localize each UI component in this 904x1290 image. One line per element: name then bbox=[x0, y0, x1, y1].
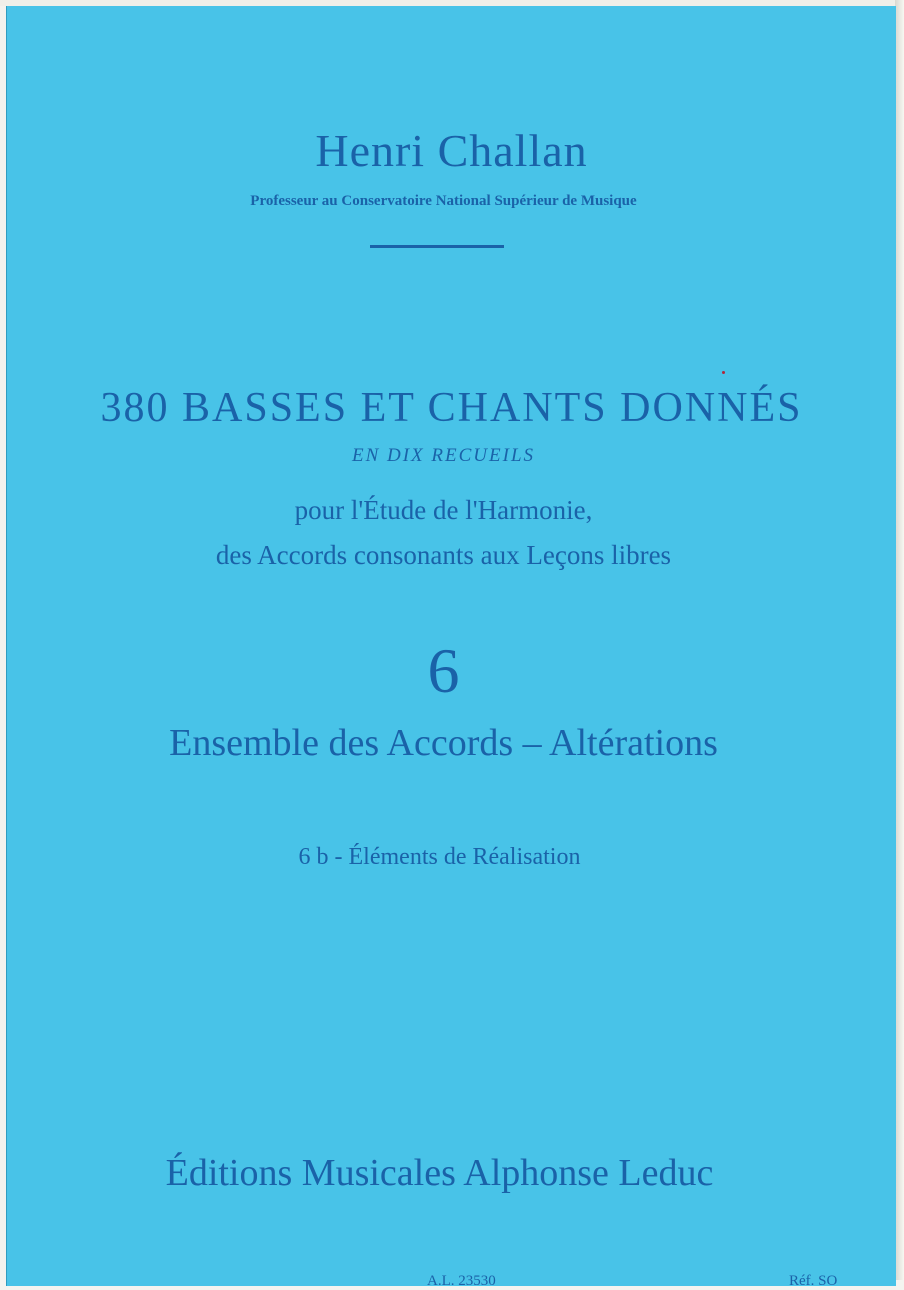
catalog-number: A.L. 23530 bbox=[427, 1273, 496, 1289]
part-title: 6 b - Éléments de Réalisation bbox=[298, 844, 581, 870]
author-name: Henri Challan bbox=[315, 125, 588, 176]
volume-title: Ensemble des Accords – Altérations bbox=[169, 722, 718, 764]
subtitle: EN DIX RECUEILS bbox=[351, 445, 536, 466]
book-cover bbox=[6, 6, 896, 1289]
reference-code: Réf. SO bbox=[789, 1273, 838, 1289]
purpose-line-2: des Accords consonants aux Leçons libres bbox=[215, 540, 672, 570]
publisher-name: Éditions Musicales Alphonse Leduc bbox=[165, 1152, 714, 1194]
author-affiliation: Professeur au Conservatoire National Supérieur de Musique bbox=[250, 193, 637, 209]
main-title: 380 BASSES ET CHANTS DONNÉS bbox=[100, 385, 803, 431]
purpose-line-1: pour l'Étude de l'Harmonie, bbox=[294, 495, 593, 525]
volume-number: 6 bbox=[427, 635, 460, 706]
divider-rule bbox=[370, 245, 504, 248]
print-speck bbox=[722, 371, 725, 374]
right-paper-edge bbox=[895, 0, 904, 1280]
